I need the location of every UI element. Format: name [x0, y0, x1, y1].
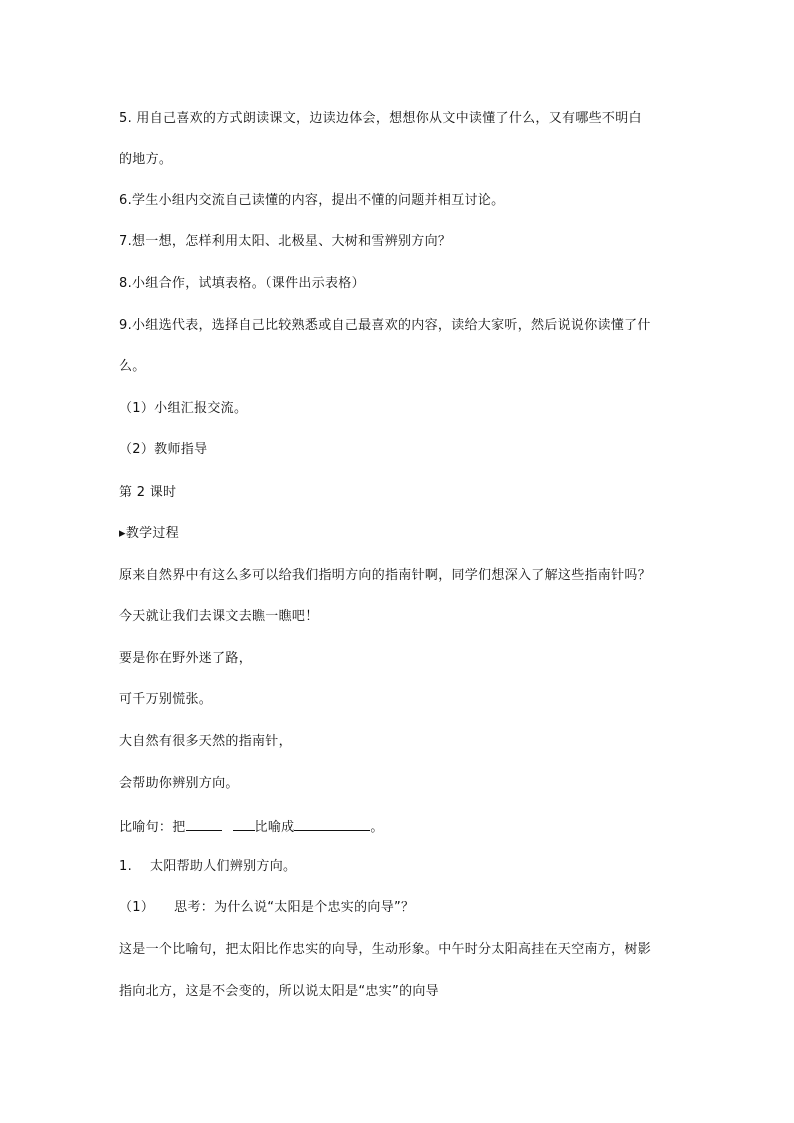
section-heading: ▸教学过程	[119, 526, 180, 541]
numbered-item-1	[119, 859, 296, 875]
simile-fill-in-line	[119, 817, 384, 836]
paragraph-step-8: 8.小组合作，试填表格。（课件出示表格）	[119, 276, 365, 291]
simile-prefix: 比喻句：把	[119, 820, 186, 835]
simile-end: 。	[370, 820, 384, 835]
paragraph-step-6: 6.学生小组内交流自己读懂的内容，提出不懂的问题并相互讨论。	[119, 193, 505, 208]
think-question	[119, 900, 414, 916]
poem-line-1: 要是你在野外迷了路，	[119, 651, 253, 666]
paragraph-step-9: 9.小组选代表，选择自己比较熟悉或自己最喜欢的内容，读给大家听，然后说说你读懂了什	[119, 318, 651, 333]
blank-field-1	[186, 817, 222, 831]
answer-paragraph: 这是一个比喻句，把太阳比作忠实的向导，生动形象。中午时分太阳高挂在天空南方，树影	[119, 942, 652, 957]
intro-paragraph-cont: 今天就让我们去课文去瞧一瞧吧！	[119, 609, 319, 624]
paragraph-step-7: 7.想一想，怎样利用太阳、北极星、大树和雪辨别方向？	[119, 234, 452, 249]
sub-item-1: （1）小组汇报交流。	[119, 401, 248, 416]
item-number: 1.	[119, 859, 133, 874]
poem-line-3: 大自然有很多天然的指南针，	[119, 734, 292, 749]
question-number: （1）	[119, 900, 155, 915]
answer-paragraph-cont: 指向北方，这是不会变的，所以说太阳是“忠实”的向导	[119, 984, 439, 999]
paragraph-step-5: 5. 用自己喜欢的方式朗读课文，边读边体会，想想你从文中读懂了什么，又有哪些不明白	[119, 111, 642, 126]
paragraph-step-9-cont: 么。	[119, 359, 146, 374]
poem-line-2: 可千万别慌张。	[119, 692, 213, 707]
intro-paragraph: 原来自然界中有这么多可以给我们指明方向的指南针啊，同学们想深入了解这些指南针吗？	[119, 568, 652, 583]
blank-field-3	[294, 817, 370, 831]
blank-field-2	[233, 817, 255, 831]
simile-middle: 比喻成	[254, 820, 295, 835]
poem-line-4: 会帮助你辨别方向。	[119, 776, 239, 791]
item-text: 太阳帮助人们辨别方向。	[150, 859, 297, 874]
paragraph-step-5-cont: 的地方。	[119, 152, 173, 167]
question-text: 思考：为什么说“太阳是个忠实的向导”？	[174, 900, 415, 915]
sub-item-2: （2）教师指导	[119, 442, 208, 457]
lesson-heading: 第 2 课时	[119, 485, 177, 500]
